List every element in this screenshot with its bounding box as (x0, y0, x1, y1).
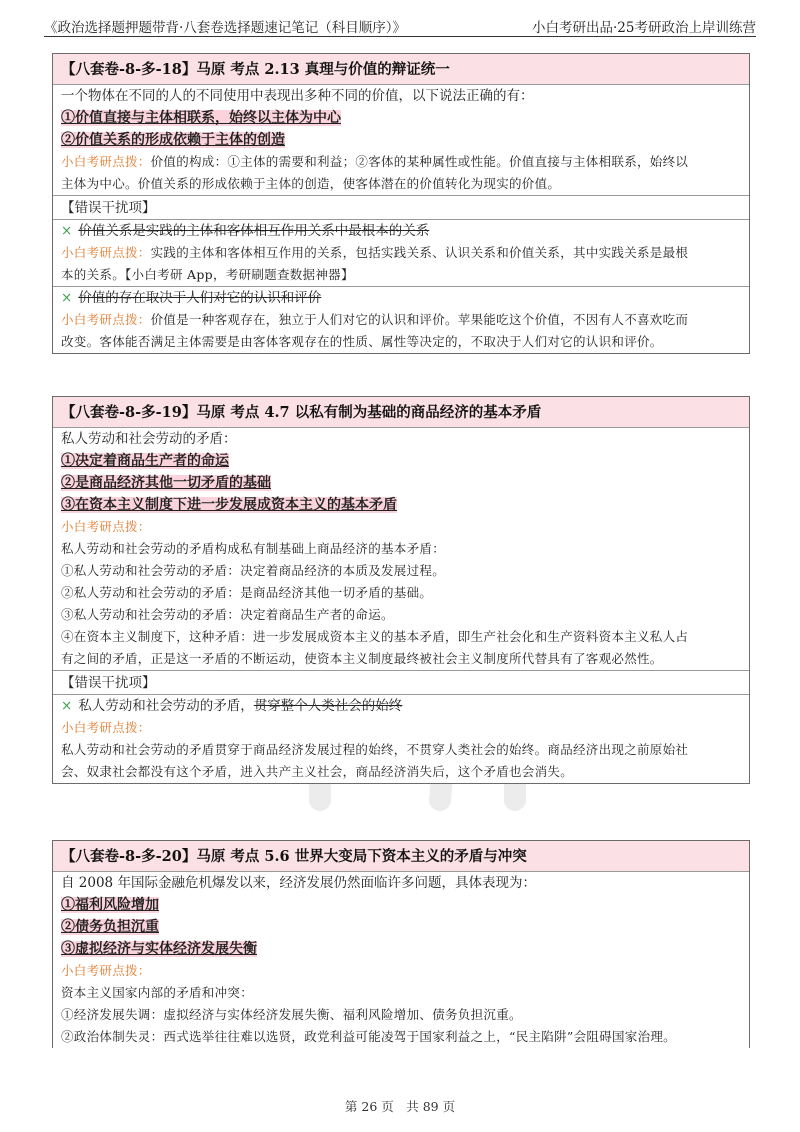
note-label: 小白考研点拨： (61, 963, 151, 978)
analysis-note-line: 本的关系。【小白考研 App，考研刷题查数据神器】 (61, 267, 354, 282)
error-section-heading: 【错误干扰项】 (53, 196, 749, 220)
question-card-18 (52, 53, 750, 354)
analysis-note-line: ①私人劳动和社会劳动的矛盾：决定着商品经济的本质及发展过程。 (61, 563, 446, 578)
correct-option-2: ②债务负担沉重 (61, 919, 159, 935)
analysis-note-line: 资本主义国家内部的矛盾和冲突： (61, 985, 254, 1000)
analysis-note-line: 私人劳动和社会劳动的矛盾贯穿于商品经济发展过程的始终，不贯穿人类社会的始终。商品经济出现之前原始社 (61, 742, 689, 757)
cross-icon: × (61, 698, 73, 714)
analysis-note: 小白考研点拨：价值的构成：①主体的需要和利益；②客体的某种属性或性能。价值直接与主体相联系，始终以 (61, 154, 689, 169)
cross-icon: × (61, 290, 73, 306)
analysis-note-line: 改变。客体能否满足主体需要是由客体客观存在的性质、属性等决定的，不取决于人们对它的认识和评价。 (61, 334, 663, 349)
error-option-text: 价值关系是实践的主体和客体相互作用关系中最根本的关系 (78, 223, 430, 239)
header-right-title: 小白考研出品·25考研政治上岸训练营 (532, 20, 756, 36)
analysis-note-line: ③私人劳动和社会劳动的矛盾：决定着商品生产者的命运。 (61, 607, 394, 622)
question-card-19 (52, 396, 750, 784)
question-title: 【八套卷-8-多-18】马原 考点 2.13 真理与价值的辩证统一 (53, 54, 749, 85)
error-option-text: 贯穿整个人类社会的始终 (253, 698, 403, 714)
analysis-note-line: 主体为中心。价值关系的形成依赖于主体的创造，使客体潜在的价值转化为现实的价值。 (61, 176, 561, 191)
error-option-block: × 价值关系是实践的主体和客体相互作用关系中最根本的关系 小白考研点拨：实践的主体和客体相互作用的关系，包括实践关系、认识关系和价值关系，其中实践关系是最根 本的关系。【小白考研 App，考研刷题查数据神器】 (53, 220, 749, 287)
correct-option-1: ①价值直接与主体相联系，始终以主体为中心 (61, 110, 341, 126)
note-label: 小白考研点拨： (61, 245, 151, 260)
analysis-note-line: ②政治体制失灵：西式选举往往难以选贤，政党利益可能凌驾于国家利益之上，“民主陷阱”会阻碍国家治理。 (61, 1029, 676, 1044)
correct-option-3: ③在资本主义制度下进一步发展成资本主义的基本矛盾 (61, 497, 397, 513)
correct-option-2: ②是商品经济其他一切矛盾的基础 (61, 475, 271, 491)
question-stem: 自 2008 年国际金融危机爆发以来，经济发展仍然面临许多问题，具体表现为： (61, 875, 536, 891)
error-option-block: × 价值的存在取决于人们对它的认识和评价 小白考研点拨：价值是一种客观存在，独立于人们对它的认识和评价。苹果能吃这个价值，不因有人不喜欢吃而 改变。客体能否满足主体需要是由客体客观存在的性质、属性等决定的，不取决于人们对它的认识和评价。 (53, 287, 749, 353)
question-card-20 (52, 840, 750, 1048)
question-stem: 一个物体在不同的人的不同使用中表现出多种不同的价值，以下说法正确的有： (61, 88, 534, 104)
analysis-note-line: 会、奴隶社会都没有这个矛盾，进入共产主义社会，商品经济消失后，这个矛盾也会消失。 (61, 764, 574, 779)
note-label: 小白考研点拨： (61, 720, 151, 735)
correct-option-1: ①福利风险增加 (61, 897, 159, 913)
analysis-note-line: ①经济发展失调：虚拟经济与实体经济发展失衡、福利风险增加、债务负担沉重。 (61, 1007, 522, 1022)
error-option-block (53, 695, 749, 783)
page-header (44, 14, 756, 37)
correct-option-1: ①决定着商品生产者的命运 (61, 453, 229, 469)
note-label: 小白考研点拨： (61, 154, 151, 169)
question-title: 【八套卷-8-多-20】马原 考点 5.6 世界大变局下资本主义的矛盾与冲突 (53, 841, 749, 872)
correct-option-3: ③虚拟经济与实体经济发展失衡 (61, 941, 257, 957)
analysis-note-line: 私人劳动和社会劳动的矛盾构成私有制基础上商品经济的基本矛盾： (61, 541, 446, 556)
correct-option-2: ②价值关系的形成依赖于主体的创造 (61, 132, 285, 148)
note-label: 小白考研点拨： (61, 312, 151, 327)
analysis-note-line: 有之间的矛盾，正是这一矛盾的不断运动，使资本主义制度最终被社会主义制度所代替具有了客观必然性。 (61, 651, 663, 666)
question-title: 【八套卷-8-多-19】马原 考点 4.7 以私有制为基础的商品经济的基本矛盾 (53, 397, 749, 428)
header-left-title: 《政治选择题押题带背·八套卷选择题速记笔记（科目顺序）》 (44, 20, 407, 36)
analysis-note-line: ②私人劳动和社会劳动的矛盾：是商品经济其他一切矛盾的基础。 (61, 585, 433, 600)
error-option-text: 价值的存在取决于人们对它的认识和评价 (78, 290, 322, 306)
note-label: 小白考研点拨： (61, 519, 151, 534)
page-number: 第 26 页 共 89 页 (344, 1099, 456, 1114)
error-section-heading: 【错误干扰项】 (53, 671, 749, 695)
question-stem: 私人劳动和社会劳动的矛盾： (61, 431, 237, 447)
error-option-prefix: 私人劳动和社会劳动的矛盾， (78, 698, 254, 714)
analysis-note-line: ④在资本主义制度下，这种矛盾：进一步发展成资本主义的基本矛盾，即生产社会化和生产资料资本主义私人占 (61, 629, 689, 644)
cross-icon: × (61, 223, 73, 239)
